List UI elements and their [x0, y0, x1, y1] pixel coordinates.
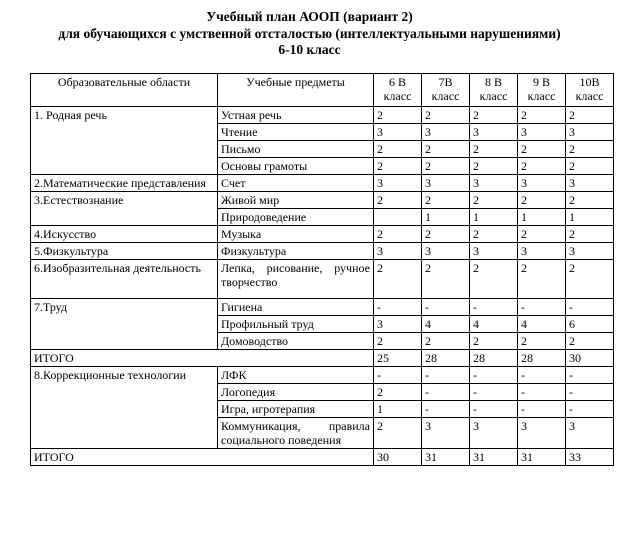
curriculum-table: [30, 73, 614, 466]
hours-cell: 2: [374, 141, 422, 158]
hours-cell: 2: [566, 107, 614, 124]
subject-cell: Живой мир: [218, 192, 374, 209]
hours-cell: -: [374, 367, 422, 384]
hours-cell: 2: [374, 226, 422, 243]
hours-cell: 2: [470, 226, 518, 243]
subject-cell: Физкультура: [218, 243, 374, 260]
subject-cell: Профильный труд: [218, 316, 374, 333]
hours-cell: 2: [422, 260, 470, 299]
total-cell: 31: [422, 449, 470, 466]
hours-cell: -: [422, 367, 470, 384]
subject-cell: Лепка, рисование, ручное творчество: [218, 260, 374, 299]
hours-cell: 2: [470, 107, 518, 124]
hours-cell: 4: [422, 316, 470, 333]
hours-cell: 2: [422, 333, 470, 350]
hours-cell: 2: [518, 333, 566, 350]
hours-cell: 2: [518, 192, 566, 209]
hours-cell: 3: [422, 124, 470, 141]
total-cell: 30: [566, 350, 614, 367]
hours-cell: 2: [518, 107, 566, 124]
hours-cell: 2: [374, 333, 422, 350]
subject-cell: ЛФК: [218, 367, 374, 384]
hours-cell: 2: [518, 226, 566, 243]
hours-cell: 1: [374, 401, 422, 418]
subject-cell: Устная речь: [218, 107, 374, 124]
hours-cell: -: [470, 299, 518, 316]
subject-cell: Игра, игротерапия: [218, 401, 374, 418]
hours-cell: -: [566, 299, 614, 316]
hours-cell: -: [566, 367, 614, 384]
area-cell: 5.Физкультура: [31, 243, 218, 260]
header-areas: Образовательные области: [31, 74, 218, 107]
hours-cell: 2: [374, 418, 422, 449]
hours-cell: 1: [566, 209, 614, 226]
hours-cell: 1: [518, 209, 566, 226]
header-grade: 7В класс: [422, 74, 470, 107]
hours-cell: 3: [470, 175, 518, 192]
hours-cell: 2: [470, 260, 518, 299]
hours-cell: 2: [422, 226, 470, 243]
table-row: [31, 367, 614, 384]
area-cell: 2.Математические представления: [31, 175, 218, 192]
hours-cell: -: [518, 384, 566, 401]
total-label: ИТОГО: [31, 449, 374, 466]
hours-cell: 3: [518, 124, 566, 141]
hours-cell: 3: [422, 243, 470, 260]
subject-cell: Музыка: [218, 226, 374, 243]
hours-cell: 2: [518, 158, 566, 175]
hours-cell: 2: [422, 141, 470, 158]
subject-cell: Чтение: [218, 124, 374, 141]
hours-cell: 2: [422, 107, 470, 124]
total-cell: 31: [470, 449, 518, 466]
hours-cell: 2: [470, 192, 518, 209]
table-header-row: [31, 74, 614, 107]
subject-cell: Письмо: [218, 141, 374, 158]
total-cell: 25: [374, 350, 422, 367]
hours-cell: 3: [566, 243, 614, 260]
total-cell: 28: [518, 350, 566, 367]
hours-cell: 3: [422, 175, 470, 192]
hours-cell: 3: [374, 175, 422, 192]
hours-cell: -: [518, 299, 566, 316]
table-row: [31, 107, 614, 124]
table-row: [31, 299, 614, 316]
hours-cell: -: [566, 384, 614, 401]
total-cell: 30: [374, 449, 422, 466]
hours-cell: 2: [566, 158, 614, 175]
hours-cell: 2: [566, 333, 614, 350]
subject-cell: Логопедия: [218, 384, 374, 401]
hours-cell: 2: [566, 260, 614, 299]
hours-cell: 2: [374, 384, 422, 401]
hours-cell: 4: [518, 316, 566, 333]
header-subjects: Учебные предметы: [218, 74, 374, 107]
hours-cell: -: [422, 299, 470, 316]
header-grade: 10В класс: [566, 74, 614, 107]
table-row: [31, 260, 614, 299]
hours-cell: 3: [566, 418, 614, 449]
total-cell: 28: [422, 350, 470, 367]
hours-cell: 2: [422, 158, 470, 175]
hours-cell: 2: [470, 333, 518, 350]
area-cell: 4.Искусство: [31, 226, 218, 243]
header-grade: 8 В класс: [470, 74, 518, 107]
hours-cell: 2: [374, 107, 422, 124]
hours-cell: 2: [374, 158, 422, 175]
hours-cell: 3: [566, 175, 614, 192]
hours-cell: 3: [470, 124, 518, 141]
hours-cell: -: [422, 384, 470, 401]
hours-cell: 2: [470, 141, 518, 158]
total-row: [31, 449, 614, 466]
hours-cell: -: [374, 299, 422, 316]
subject-cell: Природоведение: [218, 209, 374, 226]
hours-cell: 2: [566, 226, 614, 243]
hours-cell: 3: [518, 418, 566, 449]
area-cell: 8.Коррекционные технологии: [31, 367, 218, 449]
area-cell: 3.Естествознание: [31, 192, 218, 226]
hours-cell: 2: [518, 141, 566, 158]
hours-cell: 2: [374, 260, 422, 299]
hours-cell: -: [566, 401, 614, 418]
total-label: ИТОГО: [31, 350, 374, 367]
hours-cell: -: [518, 401, 566, 418]
subject-cell: Основы грамоты: [218, 158, 374, 175]
hours-cell: 4: [470, 316, 518, 333]
hours-cell: [374, 209, 422, 226]
hours-cell: 3: [374, 124, 422, 141]
hours-cell: 3: [374, 316, 422, 333]
hours-cell: -: [470, 367, 518, 384]
hours-cell: -: [470, 384, 518, 401]
hours-cell: 3: [422, 418, 470, 449]
hours-cell: 2: [422, 192, 470, 209]
title-line-1: Учебный план АООП (вариант 2): [206, 9, 413, 24]
total-cell: 31: [518, 449, 566, 466]
hours-cell: 2: [470, 158, 518, 175]
table-row: [31, 226, 614, 243]
table-row: [31, 192, 614, 209]
title-line-3: 6-10 класс: [278, 42, 341, 57]
hours-cell: 6: [566, 316, 614, 333]
hours-cell: 1: [470, 209, 518, 226]
total-cell: 33: [566, 449, 614, 466]
hours-cell: -: [422, 401, 470, 418]
header-grade: 6 В класс: [374, 74, 422, 107]
hours-cell: 2: [566, 141, 614, 158]
hours-cell: -: [470, 401, 518, 418]
hours-cell: 2: [374, 192, 422, 209]
table-row: [31, 243, 614, 260]
subject-cell: Домоводство: [218, 333, 374, 350]
subject-cell: Счет: [218, 175, 374, 192]
area-cell: 7.Труд: [31, 299, 218, 350]
area-cell: 1. Родная речь: [31, 107, 218, 175]
table-row: [31, 175, 614, 192]
subject-cell: Гигиена: [218, 299, 374, 316]
hours-cell: 3: [518, 175, 566, 192]
area-cell: 6.Изобразительная деятельность: [31, 260, 218, 299]
header-grade: 9 В класс: [518, 74, 566, 107]
hours-cell: 3: [374, 243, 422, 260]
document-title: [0, 9, 619, 59]
title-line-2: для обучающихся с умственной отсталостью (интеллектуальными нарушениями): [58, 25, 561, 41]
hours-cell: 2: [518, 260, 566, 299]
total-cell: 28: [470, 350, 518, 367]
subject-cell: Коммуникация, правила социального поведения: [218, 418, 374, 449]
hours-cell: -: [518, 367, 566, 384]
hours-cell: 2: [566, 192, 614, 209]
hours-cell: 3: [470, 418, 518, 449]
hours-cell: 1: [422, 209, 470, 226]
hours-cell: 3: [518, 243, 566, 260]
total-row: [31, 350, 614, 367]
hours-cell: 3: [470, 243, 518, 260]
hours-cell: 3: [566, 124, 614, 141]
